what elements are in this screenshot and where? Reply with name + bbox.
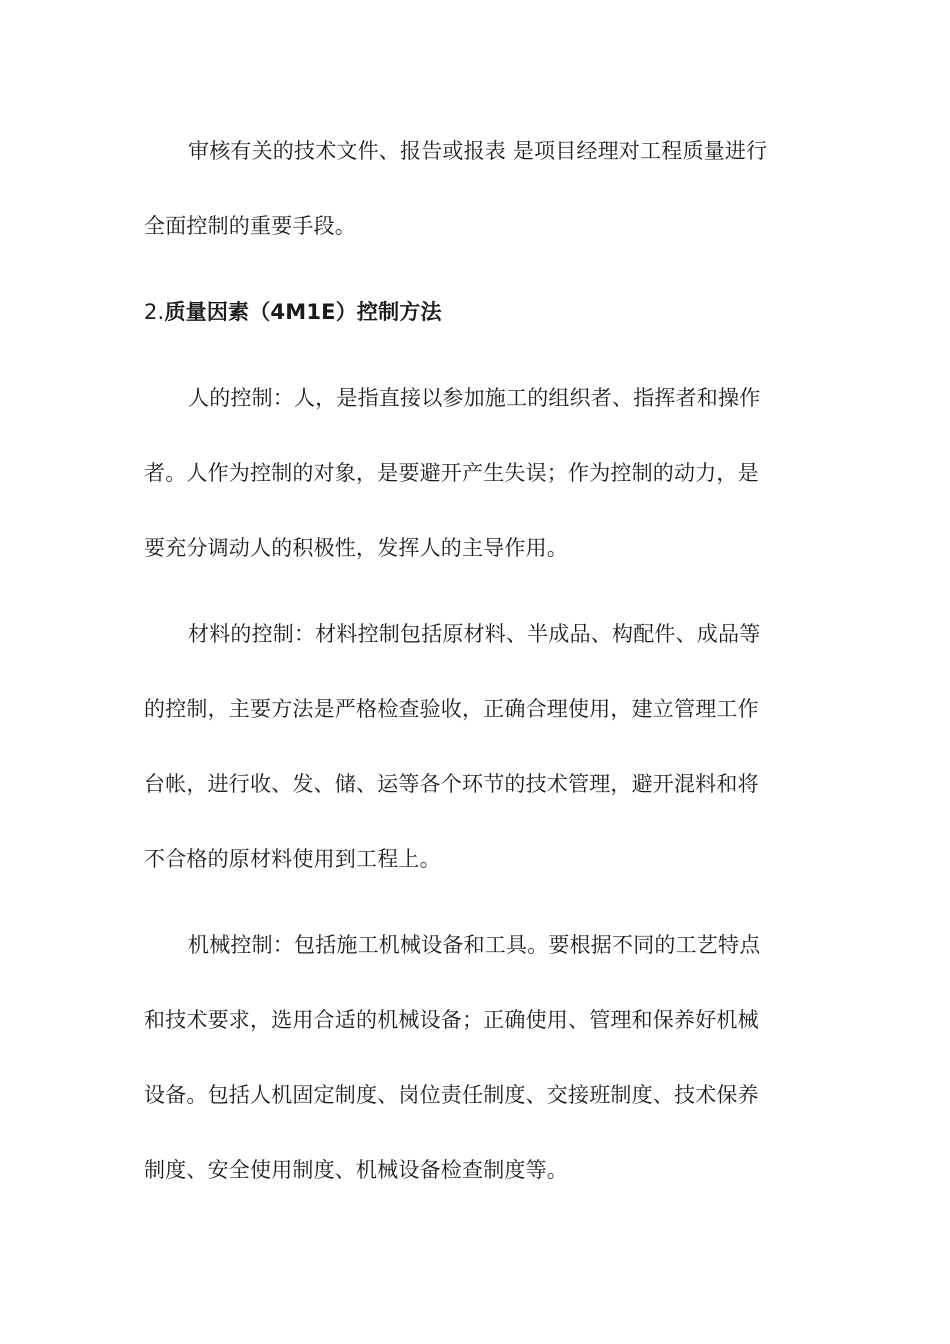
paragraph-line: 人的控制：人，是指直接以参加施工的组织者、指挥者和操作 xyxy=(188,386,761,410)
paragraph-line: 要充分调动人的积极性，发挥人的主导作用。 xyxy=(144,536,568,560)
paragraph-line: 材料的控制：材料控制包括原材料、半成品、构配件、成品等 xyxy=(188,622,761,646)
paragraph-line: 机械控制：包括施工机械设备和工具。要根据不同的工艺特点 xyxy=(188,933,761,957)
paragraph-line: 台帐，进行收、发、储、运等各个环节的技术管理，避开混料和将 xyxy=(144,772,759,796)
paragraph-line: 不合格的原材料使用到工程上。 xyxy=(144,847,441,871)
paragraph-line: 者。人作为控制的对象，是要避开产生失误；作为控制的动力，是 xyxy=(144,461,759,485)
paragraph-line: 和技术要求，选用合适的机械设备；正确使用、管理和保养好机械 xyxy=(144,1008,759,1032)
section-heading xyxy=(144,297,442,327)
paragraph-line: 设备。包括人机固定制度、岗位责任制度、交接班制度、技术保养 xyxy=(144,1083,759,1107)
paragraph-line: 制度、安全使用制度、机械设备检查制度等。 xyxy=(144,1158,568,1182)
paragraph-line: 的控制，主要方法是严格检查验收，正确合理使用，建立管理工作 xyxy=(144,697,759,721)
paragraph-line: 全面控制的重要手段。 xyxy=(144,214,356,238)
section-title: 质量因素（4M1E）控制方法 xyxy=(164,300,442,324)
section-number: 2. xyxy=(144,300,165,324)
paragraph-line: 审核有关的技术文件、报告或报表 是项目经理对工程质量进行 xyxy=(188,139,768,163)
